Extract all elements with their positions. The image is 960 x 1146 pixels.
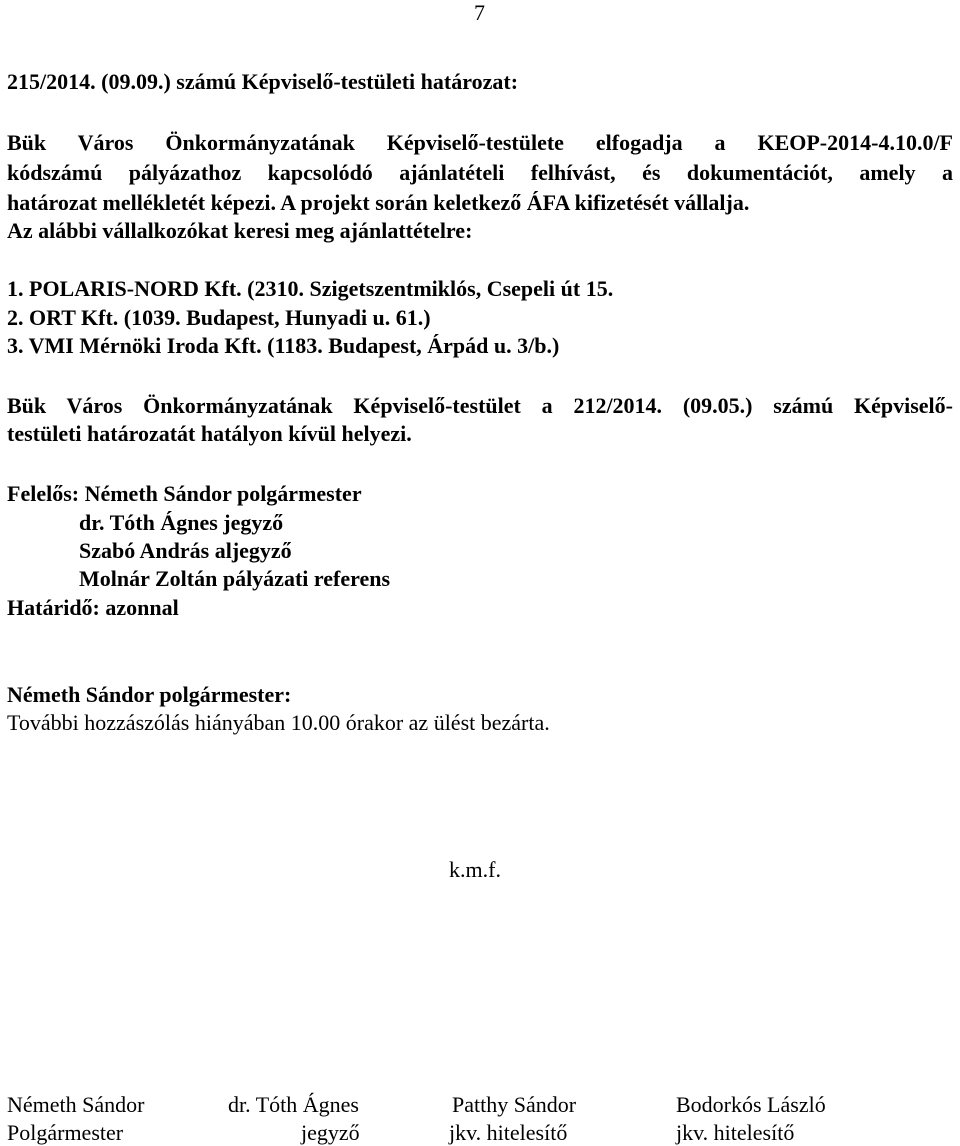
contractor-3: 3. VMI Mérnöki Iroda Kft. (1183. Budapest, Árpád u. 3/b.) xyxy=(7,333,560,358)
responsible-label: Felelős: Németh Sándor polgármester xyxy=(7,481,362,506)
para1-line-1: Bük Város Önkormányzatának Képviselő-testülete elfogadja a KEOP-2014-4.10.0/F xyxy=(7,130,953,155)
para1-line-4: Az alábbi vállalkozókat keresi meg ajánlattételre: xyxy=(7,218,473,243)
signature-2-role: jegyző xyxy=(301,1120,360,1145)
signature-1-role: Polgármester xyxy=(7,1120,124,1145)
para2-line-2: testületi határozatát hatályon kívül helyezi. xyxy=(7,421,412,446)
speaker: Németh Sándor polgármester: xyxy=(7,682,292,707)
para1-line-2: kódszámú pályázathoz kapcsolódó ajánlatételi felhívást, és dokumentációt, amely a xyxy=(7,160,953,185)
page-number: 7 xyxy=(474,0,485,25)
signature-4-role: jkv. hitelesítő xyxy=(676,1120,795,1145)
signature-2-name: dr. Tóth Ágnes xyxy=(228,1092,359,1117)
para1-line-3: határozat mellékletét képezi. A projekt során keletkező ÁFA kifizetését vállalja. xyxy=(7,190,750,215)
closing-text: További hozzászólás hiányában 10.00 órakor az ülést bezárta. xyxy=(7,710,550,735)
signature-3-name: Patthy Sándor xyxy=(452,1092,577,1117)
contractor-2: 2. ORT Kft. (1039. Budapest, Hunyadi u. 61.) xyxy=(7,305,431,330)
responsible-4: Molnár Zoltán pályázati referens xyxy=(79,566,391,591)
kmf: k.m.f. xyxy=(449,857,501,882)
responsible-3: Szabó András aljegyző xyxy=(79,538,292,563)
para2-line-1: Bük Város Önkormányzatának Képviselő-testület a 212/2014. (09.05.) számú Képviselő- xyxy=(7,393,953,418)
signature-3-role: jkv. hitelesítő xyxy=(449,1120,568,1145)
signature-1-name: Németh Sándor xyxy=(7,1092,145,1117)
resolution-title: 215/2014. (09.09.) számú Képviselő-testületi határozat: xyxy=(7,69,519,94)
signature-4-name: Bodorkós László xyxy=(676,1092,826,1117)
responsible-2: dr. Tóth Ágnes jegyző xyxy=(79,510,284,535)
deadline: Határidő: azonnal xyxy=(7,595,179,620)
contractor-1: 1. POLARIS-NORD Kft. (2310. Szigetszentmiklós, Csepeli út 15. xyxy=(7,276,614,301)
